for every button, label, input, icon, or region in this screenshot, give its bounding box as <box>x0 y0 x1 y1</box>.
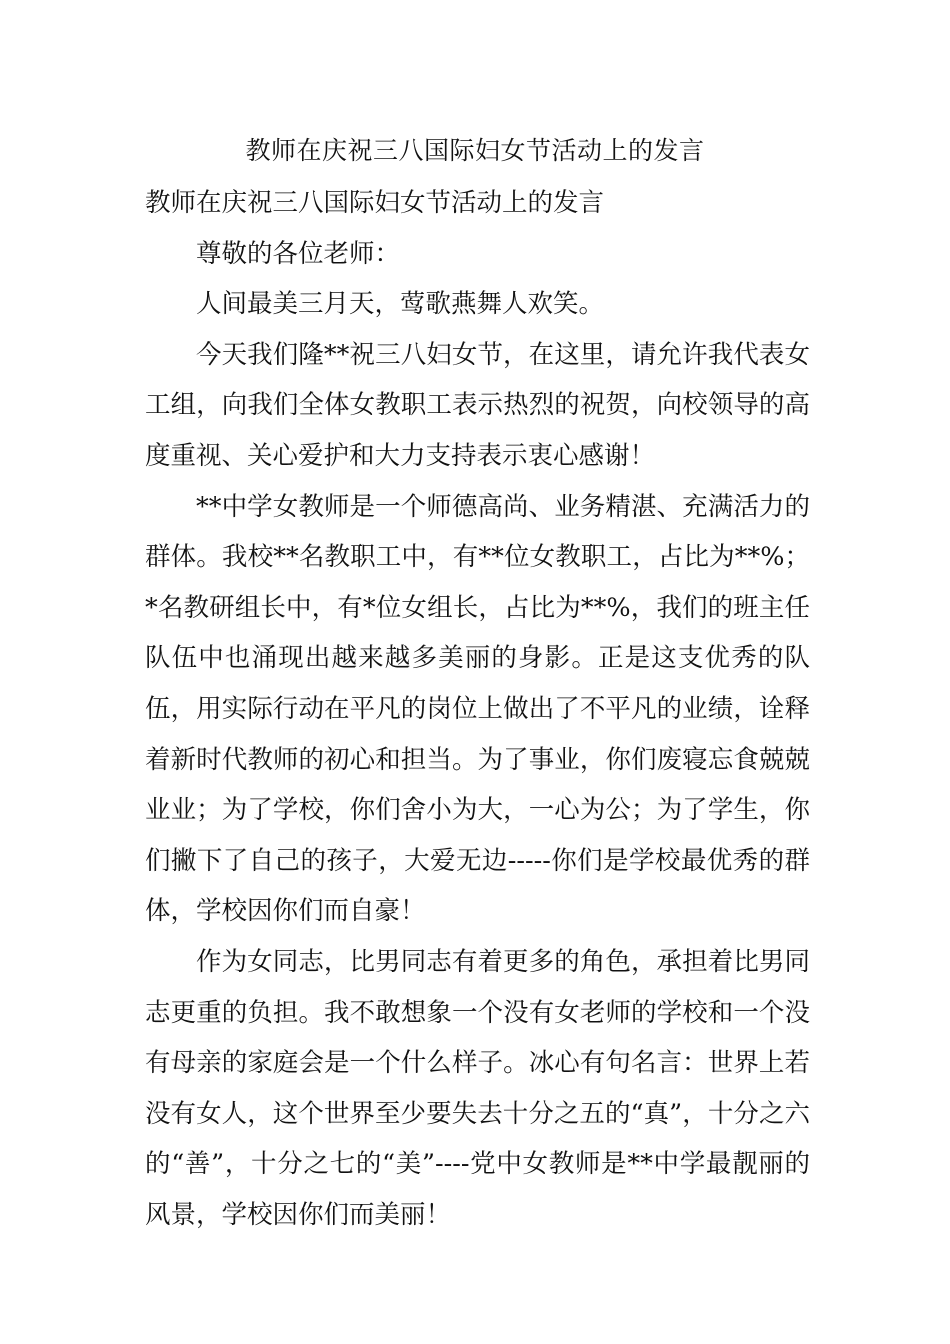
paragraph: 今天我们隆**祝三八妇女节，在这里，请允许我代表女工组，向我们全体女教职工表示热烈的祝贺，向校领导的高度重视、关心爱护和大力支持表示衷心感谢！ <box>145 339 810 471</box>
paragraph: **中学女教师是一个师德高尚、业务精湛、充满活力的群体。我校**名教职工中，有**位女教职工，占比为**%；*名教研组长中，有*位女组长，占比为**%，我们的班主任队伍中也涌现出越来越多美丽的身影。正是这支优秀的队伍，用实际行动在平凡的岗位上做出了不平凡的业绩，诠释着新时代教师的初心和担当。为了事业，你们废寝忘食兢兢业业；为了学校，你们舍小为大，一心为公；为了学生，你们撇下了自己的孩子，大爱无边-----你们是学校最优秀的群体，学校因你们而自豪！ <box>145 491 810 927</box>
paragraph: 人间最美三月天，莺歌燕舞人欢笑。 <box>196 289 605 320</box>
paragraph: 作为女同志，比男同志有着更多的角色，承担着比男同志更重的负担。我不敢想象一个没有女老师的学校和一个没有母亲的家庭会是一个什么样子。冰心有句名言：世界上若没有女人，这个世界至少要失去十分之五的“真”，十分之六的“善”，十分之七的“美”----党中女教师是**中学最靓丽的风景，学校因你们而美丽！ <box>145 946 810 1230</box>
document-body <box>145 178 810 1240</box>
document-subtitle: 教师在庆祝三八国际妇女节活动上的发言 <box>145 188 605 218</box>
document-title: 教师在庆祝三八国际妇女节活动上的发言 <box>245 136 705 165</box>
greeting: 尊敬的各位老师： <box>196 238 401 269</box>
